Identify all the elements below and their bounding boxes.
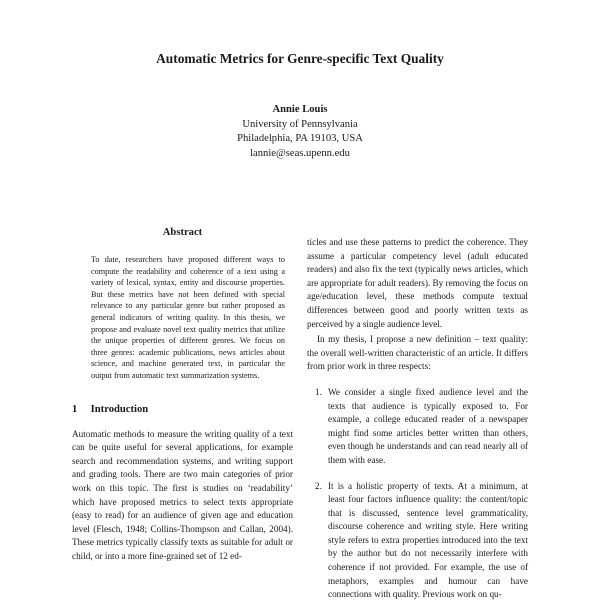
list-item-number: 2.	[315, 480, 322, 491]
left-column	[72, 226, 293, 563]
respects-list	[307, 386, 528, 602]
text-quality-paragraph: In my thesis, I propose a new definition – text quality: the overall well-written characteristic of an article. It differs from prior work in three respects:	[307, 334, 528, 372]
list-item-number: 1.	[315, 386, 322, 397]
right-column	[307, 236, 528, 614]
intro-paragraph: Automatic methods to measure the writing quality of a text can be quite useful for several applications, for example search and recommendation systems, and writing support and grading tools. There are two main categories of prior work on this topic. The first is studies on ‘readability’ which have proposed metrics to select texts appropriate (easy to read) for an audience of given age and education level (Flesch, 1948; Collins-Thompson and Callan, 2004). These metrics typically classify texts as suitable for adult or child, or into a more fine-grained set of 12 ed-	[72, 428, 293, 561]
list-item-text: It is a holistic property of texts. At a minimum, at least four factors influence quality: the content/topic that is discussed, sentence level grammaticality, discourse coherence and writing style. Here writing style refers to extra properties introduced into the text by the author but do not necessarily interfere with coherence if not provided. For example, the use of metaphors, examples and humour can have connections with quality. Previous work on qu-	[328, 480, 528, 600]
author-name: Annie Louis	[272, 104, 328, 115]
author-email: lannie@seas.upenn.edu	[250, 147, 350, 159]
paper-title: Automatic Metrics for Genre-specific Text Quality	[156, 51, 444, 66]
abstract-heading: Abstract	[162, 227, 203, 238]
abstract-body: To date, researchers have proposed different ways to compute the readability and coherence of a text using a variety of lexical, syntax, entity and discourse properties. But these metrics have not been defined with special relevance to any particular genre but rather proposed as general indicators of writing quality. In this thesis, we propose and evaluate novel text quality metrics that utilize the unique properties of different genres. We focus on three genres: academic publications, news articles about science, and machine generated text, in particular the output from automatic text summarization systems.	[91, 255, 285, 380]
list-item	[307, 480, 528, 602]
author-address: Philadelphia, PA 19103, USA	[237, 133, 363, 144]
author-block	[0, 103, 600, 161]
section-heading-introduction	[72, 403, 293, 417]
continued-paragraph: ticles and use these patterns to predict the coherence. They assume a particular competency level (adult educated readers) and also fix the text (typically news articles, which are appropriate for adult readers). By removing the focus on age/education level, these methods compute textual differences between good and poorly written texts as perceived by a single audience level.	[307, 237, 528, 329]
author-affiliation: University of Pennsylvania	[242, 118, 358, 130]
list-item	[307, 386, 528, 468]
section-title: Introduction	[90, 403, 149, 415]
list-item-text: We consider a single fixed audience level and the texts that audience is typically exposed to. For example, a college educated reader of a newspaper might find some articles better written than others, even though he understands and can read nearly all of them with ease.	[328, 386, 528, 465]
section-number: 1	[72, 403, 78, 415]
